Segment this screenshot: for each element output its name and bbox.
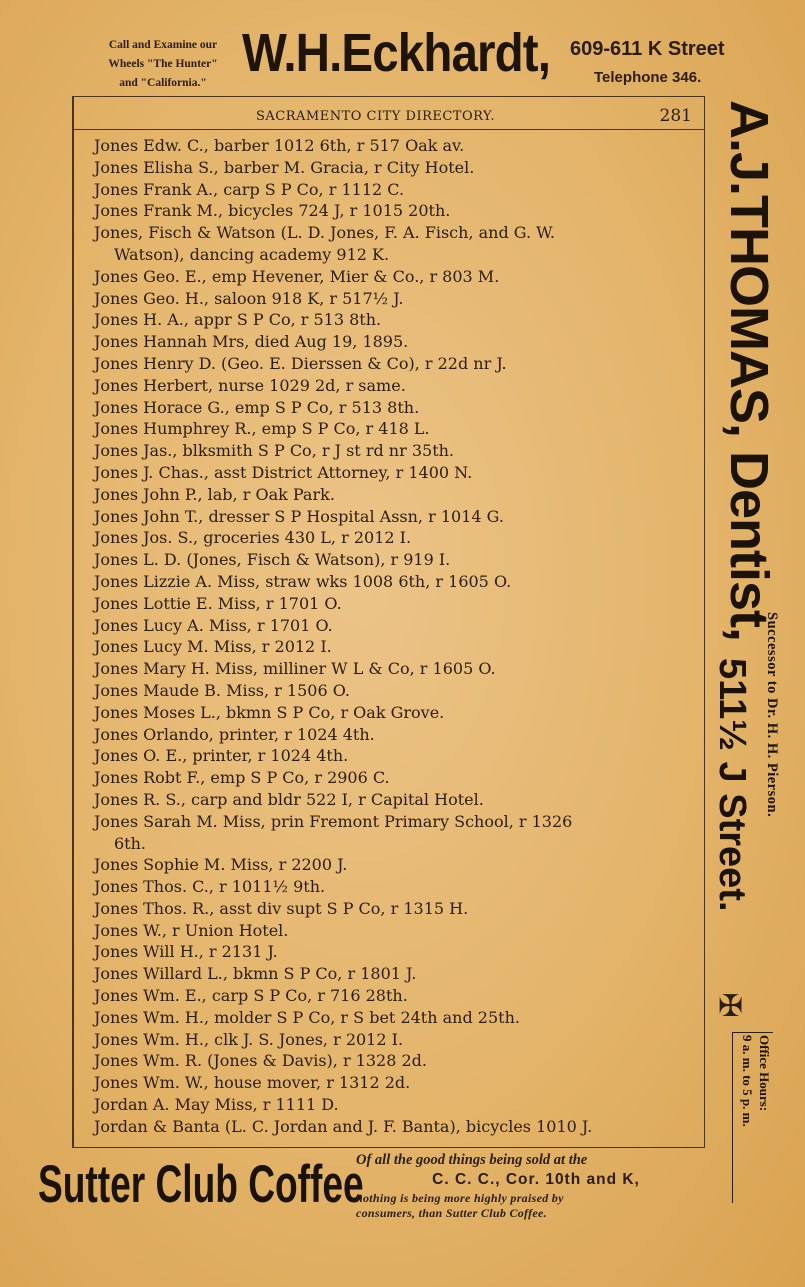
directory-entry: Jones Thos. R., asst div supt S P Co, r 1315 H.	[94, 898, 469, 918]
directory-entry: Jones Lucy M. Miss, r 2012 I.	[94, 637, 332, 657]
directory-entry: Jones Thos. C., r 1011½ 9th.	[94, 877, 326, 897]
directory-entry: Jones Frank A., carp S P Co, r 1112 C.	[94, 179, 405, 199]
directory-entry: Jordan & Banta (L. C. Jordan and J. F. Banta), bicycles 1010 J.	[94, 1116, 593, 1136]
bottom-ad-line: Of all the good things being sold at the	[356, 1152, 588, 1168]
sutter-club-coffee-name: Sutter Club Coffee	[38, 1155, 364, 1214]
directory-entry: Jones L. D. (Jones, Fisch & Watson), r 919 I.	[94, 550, 451, 570]
thomas-street: 511½ J Street.	[711, 658, 753, 912]
directory-entry: Jones Moses L., bkmn S P Co, r Oak Grove.	[94, 702, 445, 722]
directory-entry: Jones R. S., carp and bldr 522 I, r Capital Hotel.	[94, 789, 484, 809]
directory-entry: Jones Robt F., emp S P Co, r 2906 C.	[94, 768, 390, 788]
top-ad-contact	[570, 38, 725, 86]
top-ad-line: and "California."	[119, 77, 207, 89]
directory-entry: Jones Edw. C., barber 1012 6th, r 517 Oak av.	[94, 136, 465, 155]
directory-entry: Jones Wm. E., carp S P Co, r 716 28th.	[94, 986, 408, 1006]
office-hours-time: 9 a. m. to 5 p. m.	[740, 1035, 755, 1127]
directory-page-frame	[72, 96, 705, 1148]
directory-entry: Jones O. E., printer, r 1024 4th.	[94, 746, 349, 766]
page-number: 281	[659, 106, 692, 126]
thomas-successor: Successor to Dr. H. H. Pierson.	[764, 612, 780, 818]
bottom-advertisement	[0, 1146, 805, 1287]
directory-entry: Jones J. Chas., asst District Attorney, r 1400 N.	[94, 462, 473, 482]
directory-entry: Jones Jas., blksmith S P Co, r J st rd nr 35th.	[94, 441, 455, 461]
top-ad-address: 609-611 K Street	[570, 38, 725, 60]
top-ad-line: Call and Examine our	[108, 39, 218, 51]
directory-entry: Jones Wm. R. (Jones & Davis), r 1328 2d.	[94, 1051, 428, 1071]
directory-entry: Jones John P., lab, r Oak Park.	[94, 484, 335, 504]
top-advertisement	[70, 23, 760, 98]
office-hours-title: Office Hours:	[757, 1035, 772, 1112]
eckhardt-name: W.H.Eckhardt,	[242, 23, 551, 83]
directory-entry: Jones Wm. H., molder S P Co, r S bet 24th and 25th.	[94, 1007, 520, 1027]
top-ad-telephone: Telephone 346.	[594, 69, 702, 86]
page-header	[74, 107, 704, 130]
directory-entry: Jones Humphrey R., emp S P Co, r 418 L.	[94, 419, 430, 439]
directory-entry: Jones Hannah Mrs, died Aug 19, 1895.	[94, 332, 409, 352]
directory-entry: Jones Frank M., bicycles 724 J, r 1015 20th.	[94, 201, 451, 221]
directory-entry: Jones, Fisch & Watson (L. D. Jones, F. A. Fisch, and G. W.	[94, 223, 555, 243]
directory-entry: Jones Wm. W., house mover, r 1312 2d.	[94, 1073, 411, 1093]
ornament-icon: ✠	[718, 989, 744, 1024]
directory-entry: Jones Willard L., bkmn S P Co, r 1801 J.	[94, 964, 417, 984]
directory-entry: Jones Jos. S., groceries 430 L, r 2012 I.	[94, 528, 412, 548]
directory-entry-continuation: Watson), dancing academy 912 K.	[114, 244, 390, 264]
directory-entry: Jones W., r Union Hotel.	[94, 920, 289, 940]
bottom-ad-line: consumers, than Sutter Club Coffee.	[356, 1206, 547, 1220]
directory-entry: Jones Geo. H., saloon 918 K, r 517½ J.	[94, 288, 404, 308]
directory-entry: Jones Herbert, nurse 1029 2d, r same.	[94, 375, 406, 395]
directory-entry: Jones Maude B. Miss, r 1506 O.	[94, 680, 350, 700]
directory-entry: Jones Lucy A. Miss, r 1701 O.	[94, 615, 333, 635]
top-ad-tagline	[78, 36, 248, 93]
directory-entry: Jones Geo. E., emp Hevener, Mier & Co., r 803 M.	[94, 266, 500, 286]
directory-entry: Jones Elisha S., barber M. Gracia, r City Hotel.	[94, 157, 475, 177]
bottom-ad-copy	[356, 1152, 716, 1221]
thomas-dentist-name: A.J.THOMAS, Dentist,	[719, 100, 779, 642]
directory-entry: Jones H. A., appr S P Co, r 513 8th.	[94, 310, 382, 330]
directory-entry: Jordan A. May Miss, r 1111 D.	[94, 1095, 339, 1115]
directory-entry: Jones Henry D. (Geo. E. Dierssen & Co), r 22d nr J.	[94, 353, 507, 373]
directory-entry: Jones Horace G., emp S P Co, r 513 8th.	[94, 397, 420, 417]
directory-title: SACRAMENTO CITY DIRECTORY.	[256, 109, 496, 124]
directory-entry: Jones Sarah M. Miss, prin Fremont Primary School, r 1326	[94, 811, 573, 831]
directory-entry: Jones Orlando, printer, r 1024 4th.	[94, 724, 375, 744]
directory-entry: Jones Sophie M. Miss, r 2200 J.	[94, 855, 348, 875]
top-ad-line: Wheels "The Hunter"	[108, 58, 218, 70]
bottom-ad-store: C. C. C., Cor. 10th and K,	[432, 1171, 640, 1188]
directory-entries	[94, 135, 704, 1138]
directory-entry: Jones Will H., r 2131 J.	[94, 942, 278, 962]
directory-entry: Jones Lizzie A. Miss, straw wks 1008 6th, r 1605 O.	[94, 571, 512, 591]
directory-entry: Jones John T., dresser S P Hospital Assn, r 1014 G.	[94, 506, 504, 526]
thomas-dentist-ad	[704, 100, 779, 642]
directory-entry: Jones Wm. H., clk J. S. Jones, r 2012 I.	[94, 1029, 404, 1049]
office-hours	[739, 1035, 773, 1127]
directory-entry: Jones Mary H. Miss, milliner W L & Co, r 1605 O.	[94, 659, 496, 679]
bottom-ad-line: nothing is being more highly praised by	[356, 1191, 564, 1205]
directory-entry-continuation: 6th.	[114, 833, 146, 853]
directory-entry: Jones Lottie E. Miss, r 1701 O.	[94, 593, 342, 613]
